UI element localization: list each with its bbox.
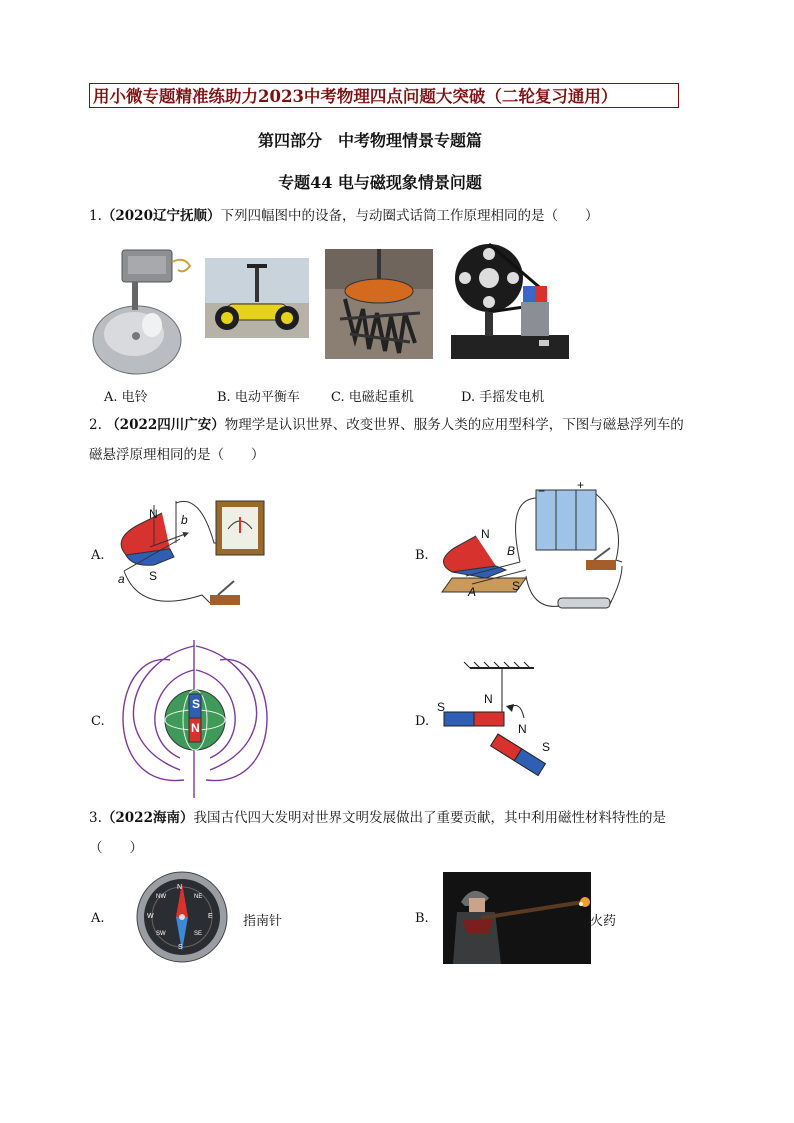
topic-title: 专题44 电与磁现象情景问题 bbox=[278, 173, 482, 192]
q2b-label-minus: − bbox=[538, 484, 546, 498]
q2a-label-n: N bbox=[149, 507, 158, 521]
compass-n: N bbox=[177, 884, 183, 891]
compass-s: S bbox=[178, 944, 183, 951]
q2-text: 物理学是认识世界、改变世界、服务人类的应用型科学，下图与磁悬浮列车的 bbox=[224, 417, 684, 433]
q3-option-a-letter[interactable]: A. bbox=[91, 911, 105, 926]
q2c-label-s: S bbox=[192, 697, 201, 711]
part-title: 第四部分 中考物理情景专题篇 bbox=[257, 131, 482, 150]
q1-option-d[interactable]: D. 手摇发电机 bbox=[461, 390, 545, 405]
q2-number: 2. bbox=[89, 417, 102, 433]
q2b-label-n: N bbox=[481, 527, 490, 541]
compass-sw: SW bbox=[156, 931, 166, 937]
q2-text-2: 磁悬浮原理相同的是（ ） bbox=[89, 447, 265, 463]
q2-option-c-letter[interactable]: C. bbox=[91, 714, 105, 729]
q2b-label-s: S bbox=[512, 579, 521, 593]
compass-se: SE bbox=[194, 931, 203, 937]
q1-text: 下列四幅图中的设备，与动圈式话筒工作原理相同的是（ ） bbox=[220, 208, 599, 224]
q2a-label-s: S bbox=[149, 569, 158, 583]
q1-option-c[interactable]: C. 电磁起重机 bbox=[331, 390, 414, 405]
q2c-label-n: N bbox=[191, 721, 200, 735]
gunpowder-image bbox=[443, 872, 591, 964]
q2a-label-a: a bbox=[118, 572, 125, 586]
electric-bell-image bbox=[92, 240, 197, 375]
question-3 bbox=[89, 808, 709, 858]
q1-option-a[interactable]: A. 电铃 bbox=[104, 390, 148, 405]
compass-e: E bbox=[208, 913, 213, 920]
q2-option-b-letter[interactable]: B. bbox=[415, 548, 429, 563]
q2-option-a-letter[interactable]: A. bbox=[91, 548, 105, 563]
q1-option-b[interactable]: B. 电动平衡车 bbox=[217, 390, 300, 405]
q2-diagram-a bbox=[110, 495, 270, 615]
q2d-label-s-1: S bbox=[437, 700, 446, 714]
q2d-label-s-2: S bbox=[542, 740, 551, 754]
q2d-label-n-2: N bbox=[518, 722, 527, 736]
q1-source: （2020辽宁抚顺） bbox=[101, 208, 221, 224]
q3-option-b-text[interactable]: 火药 bbox=[590, 914, 617, 929]
q3-source: （2022海南） bbox=[101, 810, 194, 826]
q3-text: 我国古代四大发明对世界文明发展做出了重要贡献，其中利用磁性材料特性的是 bbox=[193, 810, 666, 826]
q2b-label-plus: + bbox=[577, 478, 585, 492]
q3-option-b-letter[interactable]: B. bbox=[415, 911, 429, 926]
q2-diagram-c-earth bbox=[110, 640, 280, 798]
compass-w: W bbox=[147, 913, 154, 920]
series-banner: 用小微专题精准练助力2023中考物理四点问题大突破（二轮复习通用） bbox=[89, 83, 679, 108]
compass-nw: NW bbox=[156, 894, 166, 900]
q3-option-a-text[interactable]: 指南针 bbox=[243, 914, 283, 929]
question-1 bbox=[89, 206, 709, 226]
q2d-label-n-1: N bbox=[484, 692, 493, 706]
question-2 bbox=[89, 415, 709, 465]
q2-diagram-b bbox=[436, 480, 636, 630]
electromagnetic-crane-image bbox=[325, 249, 433, 359]
q3-text-2: （ ） bbox=[89, 840, 143, 856]
q1-number: 1. bbox=[89, 208, 102, 224]
balance-scooter-image bbox=[205, 258, 309, 338]
q2b-label-a: A bbox=[468, 585, 477, 599]
q2a-label-b: b bbox=[181, 513, 188, 527]
q3-number: 3. bbox=[89, 810, 102, 826]
hand-crank-generator-image bbox=[451, 240, 573, 366]
compass-ne: NE bbox=[194, 894, 203, 900]
q2-option-d-letter[interactable]: D. bbox=[415, 714, 430, 729]
q2b-label-b: B bbox=[507, 544, 516, 558]
q2-source: （2022四川广安） bbox=[106, 417, 225, 433]
